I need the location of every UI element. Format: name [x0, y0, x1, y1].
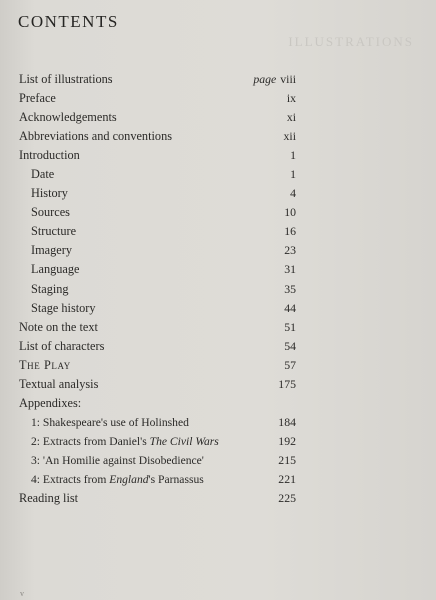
page-footer-mark: v	[20, 589, 24, 598]
toc-entry	[0, 318, 436, 337]
toc-entry-page-number: 215	[278, 452, 296, 467]
toc-entry	[0, 337, 436, 356]
toc-entry	[0, 241, 436, 260]
toc-entry-title: Acknowledgements	[19, 110, 117, 125]
toc-entry-page-number: page viii	[253, 72, 296, 86]
toc-entry-page-number: 175	[278, 376, 296, 391]
toc-entry	[0, 356, 436, 375]
toc-entry	[0, 260, 436, 279]
toc-entry	[0, 203, 436, 222]
toc-entry-title: Staging	[31, 281, 69, 296]
toc-entry-title: Stage history	[31, 300, 96, 315]
toc-entry-title: 2: Extracts from Daniel's The Civil Wars	[31, 434, 219, 448]
table-of-contents	[0, 70, 436, 508]
toc-entry-page-number: 51	[284, 319, 296, 334]
toc-entry-title: Abbreviations and conventions	[19, 129, 172, 144]
toc-entry-title: Introduction	[19, 148, 80, 163]
toc-entry-page-number: 1	[290, 148, 296, 163]
toc-entry	[0, 70, 436, 89]
toc-entry-title: Structure	[31, 224, 77, 239]
toc-entry-title: Date	[31, 167, 55, 182]
toc-entry-title: List of characters	[19, 338, 105, 353]
toc-entry	[0, 470, 436, 489]
toc-entry	[0, 127, 436, 146]
toc-entry-page-number: 192	[278, 433, 296, 448]
toc-entry-page-number: ix	[286, 91, 296, 106]
toc-entry-page-number: 184	[278, 414, 296, 429]
toc-entry	[0, 413, 436, 432]
toc-entry-title: List of illustrations	[19, 72, 113, 86]
toc-entry-page-number: 16	[284, 224, 296, 239]
toc-entry	[0, 489, 436, 508]
toc-entry-title: History	[31, 186, 68, 201]
toc-entry-page-number: 225	[278, 491, 296, 506]
toc-entry	[0, 108, 436, 127]
toc-entry-title: Textual analysis	[19, 376, 99, 391]
toc-entry-page-number: 31	[284, 262, 296, 277]
toc-entry-title: Reading list	[19, 491, 79, 506]
toc-entry	[0, 432, 436, 451]
toc-entry-page-number: 4	[290, 186, 296, 201]
toc-entry-title: Appendixes:	[19, 395, 82, 410]
toc-entry-page-number: 35	[284, 281, 296, 296]
toc-entry-title: 3: 'An Homilie against Disobedience'	[31, 453, 204, 467]
toc-entry-page-number: 44	[284, 300, 296, 315]
toc-entry-title: Imagery	[31, 243, 72, 258]
toc-entry	[0, 299, 436, 318]
toc-entry-page-number: 10	[284, 205, 296, 220]
toc-entry	[0, 184, 436, 203]
toc-entry-title: 1: Shakespeare's use of Holinshed	[31, 415, 189, 429]
toc-entry-page-number: 1	[290, 167, 296, 182]
toc-entry-title: Note on the text	[19, 319, 98, 334]
toc-entry	[0, 375, 436, 394]
toc-entry	[0, 222, 436, 241]
toc-entry	[0, 280, 436, 299]
toc-entry-title: The Play	[19, 357, 71, 372]
toc-entry	[0, 394, 436, 413]
toc-entry-title: Preface	[19, 91, 56, 106]
toc-entry-page-number: xii	[283, 129, 296, 144]
toc-entry-page-number: xi	[286, 110, 296, 125]
facing-page-heading: ILLUSTRATIONS	[288, 34, 414, 49]
toc-entry	[0, 89, 436, 108]
toc-entry-page-number: 54	[284, 338, 296, 353]
toc-entry-page-number: 57	[284, 357, 296, 372]
toc-entry-title: Language	[31, 262, 80, 277]
page-title: CONTENTS	[18, 12, 119, 31]
toc-entry-title: Sources	[31, 205, 70, 220]
toc-entry-page-number: 221	[278, 471, 296, 486]
toc-entry-title: 4: Extracts from England's Parnassus	[31, 472, 204, 486]
toc-entry	[0, 146, 436, 165]
toc-entry-page-number: 23	[284, 243, 296, 258]
toc-entry	[0, 451, 436, 470]
toc-entry	[0, 165, 436, 184]
